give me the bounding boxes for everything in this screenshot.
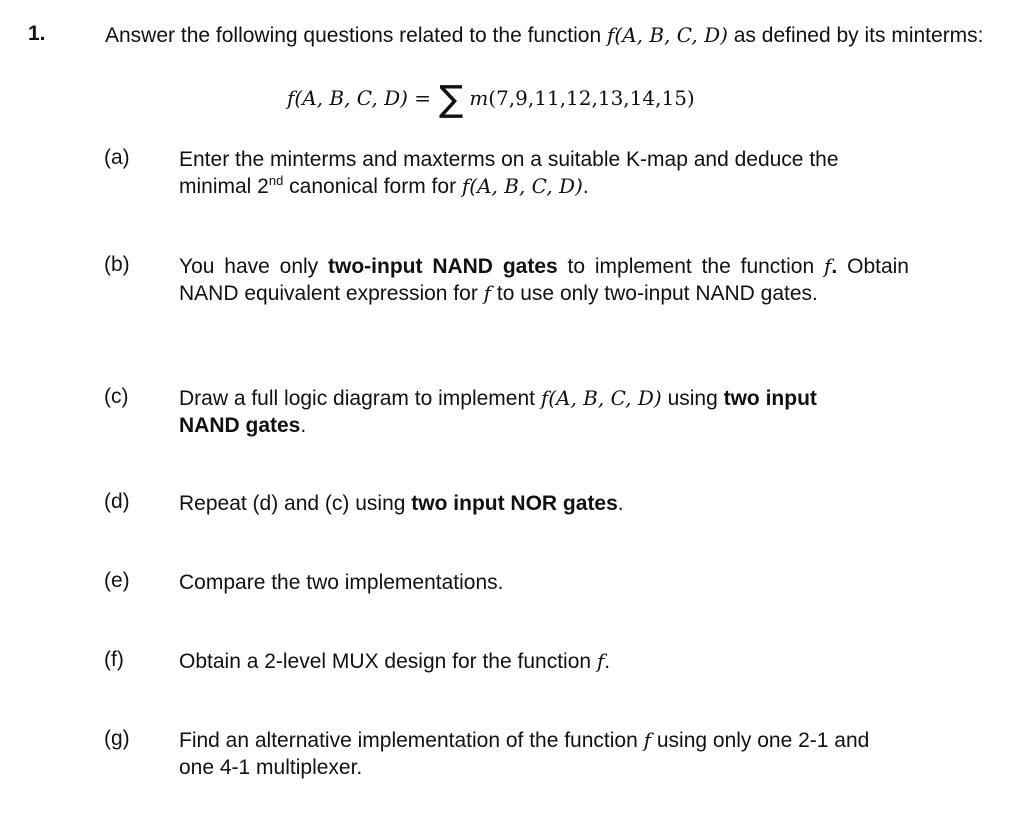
intro-tail: as defined by its minterms: [733, 24, 984, 47]
part-g-label: (g) [104, 727, 130, 750]
part-f-text: Obtain a 2-level MUX design for the function f. [179, 649, 611, 673]
part-a-text: Enter the minterms and maxterms on a suitable K-map and deduce the minimal 2nd canonical form for f(A, B, C, D). [179, 148, 839, 198]
minterm-formula [287, 78, 695, 118]
part-a-label: (a) [104, 146, 130, 169]
part-d-label: (d) [104, 490, 130, 513]
part-c-function: f(A, B, C, D) [540, 386, 662, 410]
part-f-function: f [596, 649, 605, 673]
part-f-label: (f) [104, 648, 124, 671]
superscript-nd: nd [268, 173, 284, 188]
part-e-label: (e) [104, 569, 130, 592]
part-g-function: f [643, 728, 652, 752]
intro-function: f(A, B, C, D) [606, 23, 728, 47]
part-a-function: f(A, B, C, D) [461, 174, 583, 198]
question-intro [105, 22, 985, 49]
part-b-text: You have only two-input NAND gates to implement the function f. Obtain NAND equivalent expression for f to use only two-input NAND gates. [179, 254, 909, 305]
intro-text: Answer the following questions related to the function [105, 24, 602, 47]
formula-m: m [469, 86, 489, 110]
summation-icon: ∑ [439, 79, 464, 120]
question-number: 1. [28, 22, 46, 45]
formula-minterm-list: (7,9,11,12,13,14,15) [488, 86, 695, 110]
formula-lhs: f(A, B, C, D) = [287, 86, 432, 110]
part-b-label: (b) [104, 253, 130, 276]
part-c-text: Draw a full logic diagram to implement f(A, B, C, D) using two input NAND gates. [179, 386, 817, 437]
part-e-text: Compare the two implementations. [179, 571, 504, 594]
part-g-text: Find an alternative implementation of the function f using only one 2-1 and one 4-1 multiplexer. [179, 728, 870, 779]
part-c-label: (c) [104, 385, 129, 408]
part-d-text: Repeat (d) and (c) using two input NOR gates. [179, 492, 624, 515]
